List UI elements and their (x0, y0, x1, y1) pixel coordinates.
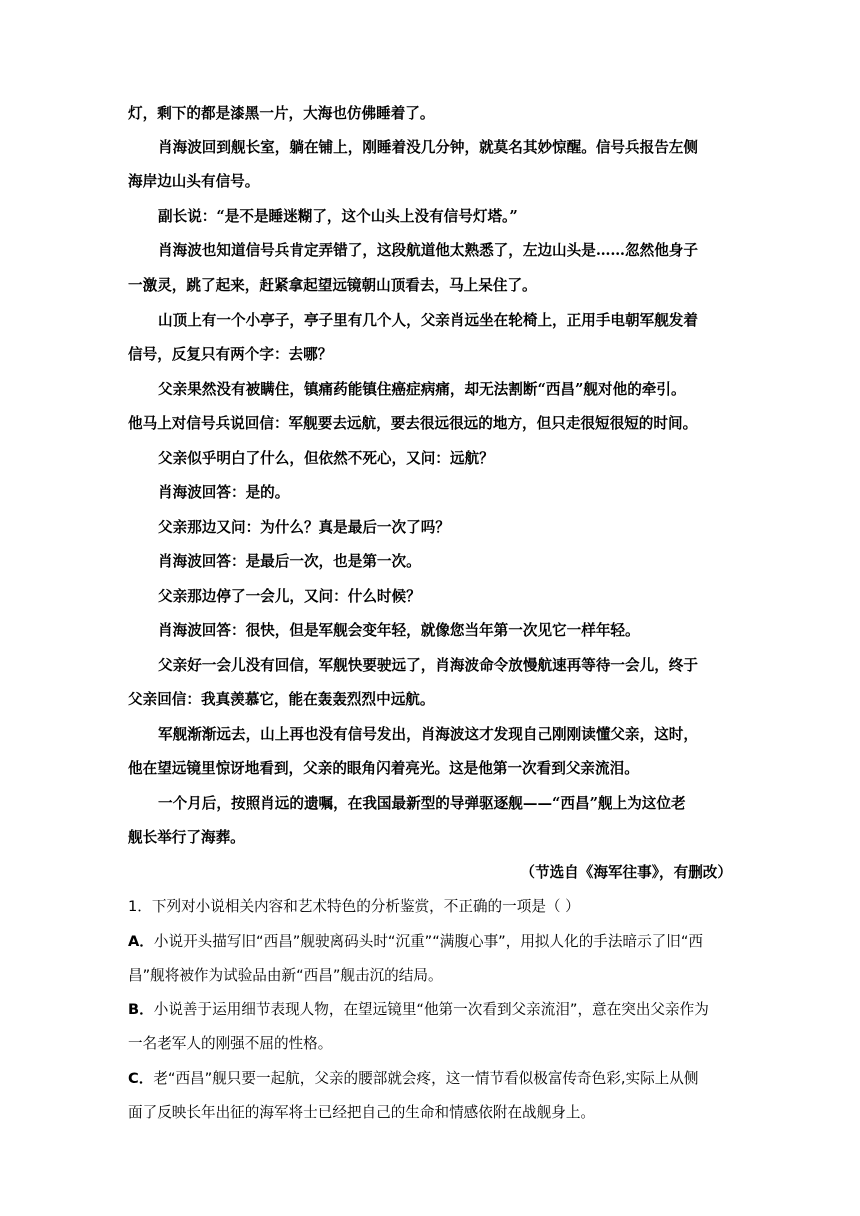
option-letter: C． (128, 1070, 154, 1087)
story-line: 舰长举行了海葬。 (128, 829, 245, 846)
option-text: 老“西昌”舰只要一起航，父亲的腰部就会疼，这一情节看似极富传奇色彩,实际上从侧 (153, 1070, 699, 1087)
option-letter: A． (128, 933, 154, 950)
option-a-line-2: 昌”舰将被作为试验品由新“西昌”舰击沉的结局。 (128, 967, 443, 984)
story-line: 副长说：“是不是睡迷糊了，这个山头上没有信号灯塔。” (158, 208, 518, 225)
story-line: 一激灵，跳了起来，赶紧拿起望远镜朝山顶看去，马上呆住了。 (128, 277, 537, 294)
story-line: 他马上对信号兵说回信：军舰要去远航，要去很远很远的地方，但只走很短很短的时间。 (128, 415, 698, 432)
story-line: 一个月后，按照肖远的遗嘱，在我国最新型的导弹驱逐舰——“西昌”舰上为这位老 (158, 795, 686, 812)
story-line: 父亲好一会儿没有回信，军舰快要驶远了，肖海波命令放慢航速再等待一会儿，终于 (158, 657, 698, 674)
option-b-line-1 (128, 1000, 732, 1020)
story-line: 海岸边山头有信号。 (128, 173, 260, 190)
option-c-line-2: 面了反映长年出征的海军将士已经把自己的生命和情感依附在战舰身上。 (128, 1104, 596, 1121)
story-line: 肖海波回答：是的。 (158, 484, 290, 501)
story-line: 父亲那边停了一会儿，又问：什么时候？ (158, 588, 421, 605)
story-line: 父亲那边又问：为什么？真是最后一次了吗？ (158, 519, 450, 536)
option-b-line-2: 一名老军人的刚强不屈的性格。 (128, 1035, 333, 1052)
story-line: 父亲回信：我真羡慕它，能在轰轰烈烈中远航。 (128, 691, 435, 708)
question-stem: 1．下列对小说相关内容和艺术特色的分析鉴赏，不正确的一项是（ ） (128, 898, 580, 915)
option-text: 小说开头描写旧“西昌”舰驶离码头时“沉重”“满腹心事”，用拟人化的手法暗示了旧“西 (153, 933, 704, 950)
option-letter: B． (128, 1001, 154, 1018)
story-line: 父亲果然没有被瞒住，镇痛药能镇住癌症病痛，却无法割断“西昌”舰对他的牵引。 (158, 381, 686, 398)
option-a-line-1 (128, 932, 732, 952)
story-line: 父亲似乎明白了什么，但依然不死心，又问：远航？ (158, 450, 494, 467)
source-citation: （节选自《海军往事》，有删改） (520, 864, 732, 881)
story-line: 信号，反复只有两个字：去哪？ (128, 346, 333, 363)
story-line: 肖海波回到舰长室，躺在铺上，刚睡着没几分钟，就莫名其妙惊醒。信号兵报告左侧 (158, 139, 698, 156)
story-line: 灯，剩下的都是漆黑一片，大海也仿佛睡着了。 (128, 105, 435, 122)
story-line: 肖海波回答：很快，但是军舰会变年轻，就像您当年第一次见它一样年轻。 (158, 622, 640, 639)
option-text: 小说善于运用细节表现人物，在望远镜里“他第一次看到父亲流泪”，意在突出父亲作为 (153, 1001, 709, 1018)
story-line: 山顶上有一个小亭子，亭子里有几个人，父亲肖远坐在轮椅上，正用手电朝军舰发着 (158, 312, 698, 329)
story-line: 他在望远镜里惊讶地看到，父亲的眼角闪着亮光。这是他第一次看到父亲流泪。 (128, 760, 639, 777)
option-c-line-1 (128, 1069, 732, 1089)
story-line: 肖海波也知道信号兵肯定弄错了，这段航道他太熟悉了，左边山头是……忽然他身子 (158, 242, 698, 259)
story-line: 军舰渐渐远去，山上再也没有信号发出，肖海波这才发现自己刚刚读懂父亲，这时， (158, 726, 698, 743)
story-line: 肖海波回答：是最后一次，也是第一次。 (158, 553, 421, 570)
